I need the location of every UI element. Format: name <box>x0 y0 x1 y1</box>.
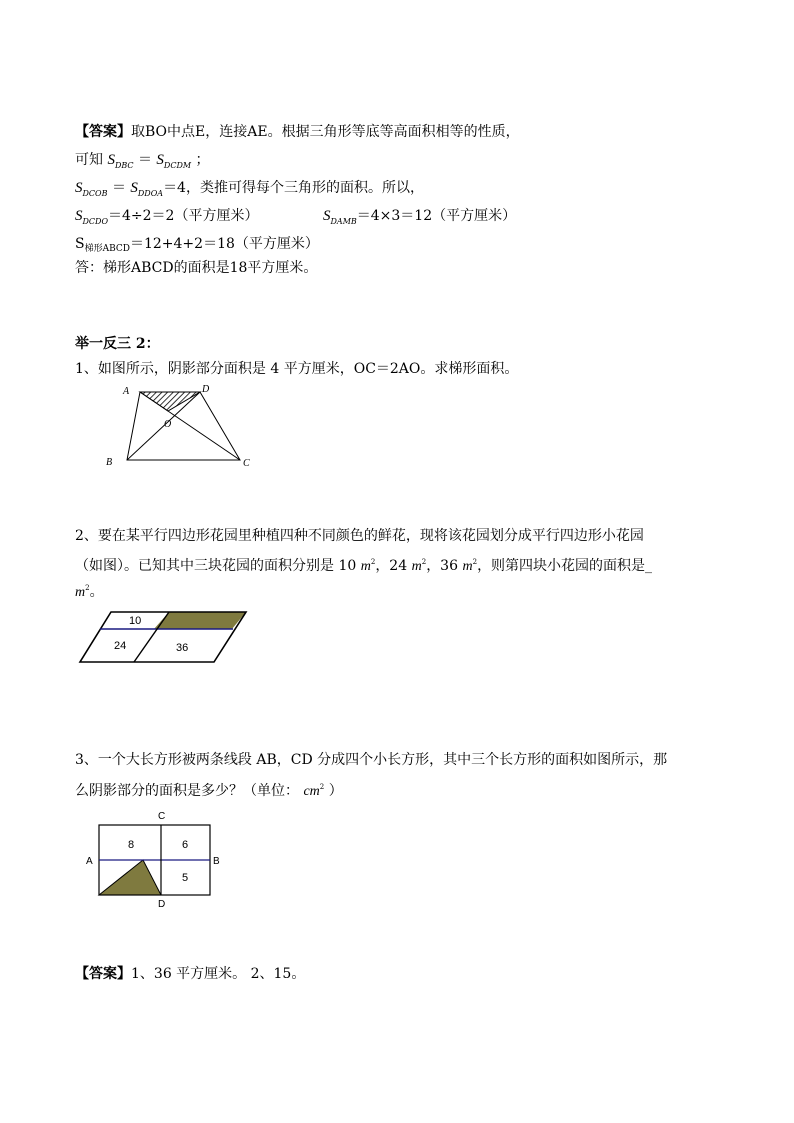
label-d: D <box>158 899 166 910</box>
diagonal-ac <box>140 392 240 460</box>
unit-symbol: cm <box>303 784 320 799</box>
rectangle-figure <box>82 806 232 912</box>
label-b: B <box>106 457 113 468</box>
answer1-line4 <box>75 206 258 232</box>
line5-text: ＝12+4+2＝18（平方厘米） <box>129 236 319 252</box>
text: 。 <box>89 584 104 600</box>
label-d: D <box>202 384 210 395</box>
trapezoid-figure <box>100 380 265 472</box>
superscript: 2 <box>85 584 90 592</box>
text: （如图）。已知其中三块花园的面积分别是 10 <box>75 558 357 574</box>
text: ，则第四块小花园的面积是_ <box>477 558 653 574</box>
text: ） <box>328 783 343 799</box>
value-8: 8 <box>128 839 135 851</box>
shaded-triangle <box>99 860 161 895</box>
label-c: C <box>243 458 250 469</box>
problem1-text: 1、如图所示，阴影部分面积是 4 平方厘米，OC＝2AO。求梯形面积。 <box>75 361 519 377</box>
area-symbol: S <box>75 208 83 224</box>
text: ，36 <box>426 558 459 574</box>
label-c: C <box>158 811 166 822</box>
subscript: 梯形ABCD <box>84 244 130 254</box>
subscript: DCDM <box>163 161 192 170</box>
area-symbol: S <box>130 180 138 196</box>
answer1-line6: 答：梯形ABCD的面积是18平方厘米。 <box>75 260 318 276</box>
answer1-line5 <box>75 234 319 259</box>
area-symbol: S <box>75 236 85 252</box>
answer1-line3 <box>75 178 424 204</box>
answer-label: 【答案】 <box>75 966 131 982</box>
parallelogram-figure <box>78 608 250 666</box>
problem2-line2 <box>75 552 652 577</box>
answer2-line <box>75 964 305 984</box>
text: ，24 <box>375 558 408 574</box>
value-24: 24 <box>114 640 127 652</box>
prefix-text: 可知 <box>75 152 103 168</box>
area-symbol: S <box>156 152 164 168</box>
shaded-triangle <box>140 392 200 411</box>
area-symbol: S <box>323 208 331 224</box>
unit-symbol: m <box>411 559 422 574</box>
label-a: A <box>123 386 130 397</box>
answer1-line4b <box>323 206 516 232</box>
subscript: DAMB <box>330 217 357 226</box>
value-10: 10 <box>129 615 142 627</box>
label-b: B <box>213 856 220 867</box>
unit-symbol: m <box>360 559 371 574</box>
problem2-line1: 2、要在某平行四边形花园里种植四种不同颜色的鲜花，现将该花园划分成平行四边形小花园 <box>75 528 644 544</box>
answer-label: 【答案】 <box>75 124 131 140</box>
line3-text: ＝4，类推可得每个三角形的面积。所以， <box>163 180 424 196</box>
unit-symbol: m <box>462 559 473 574</box>
equals-sign: ＝ <box>111 180 126 196</box>
problem2-line3 <box>75 578 104 603</box>
label-o: O <box>164 419 172 430</box>
answer1-line2 <box>75 150 210 176</box>
text: 么阴影部分的面积是多少？（单位： <box>75 783 299 799</box>
problem3-line2 <box>75 777 343 802</box>
unit-symbol: m <box>75 585 86 600</box>
superscript: 2 <box>421 558 427 566</box>
line4-text1: ＝4÷2＝2（平方厘米） <box>108 208 259 224</box>
equals-sign: ＝ <box>137 152 152 168</box>
superscript: 2 <box>319 783 325 791</box>
superscript: 2 <box>370 558 376 566</box>
problem3-line1: 3、一个大长方形被两条线段 AB，CD 分成四个小长方形，其中三个长方形的面积如图所示，那 <box>75 752 668 768</box>
superscript: 2 <box>472 558 478 566</box>
value-36: 36 <box>176 642 189 654</box>
subscript: DDOA <box>137 189 164 198</box>
area-symbol: S <box>75 180 83 196</box>
value-5: 5 <box>182 872 189 884</box>
answer1-text1: 取BO中点E，连接AE。根据三角形等底等高面积相等的性质， <box>131 124 520 140</box>
area-symbol: S <box>107 152 115 168</box>
answer2-text: 1、36 平方厘米。 2、15。 <box>131 966 306 982</box>
suffix-text: ； <box>195 152 210 168</box>
subscript: DBC <box>114 161 134 170</box>
section-title: 举一反三 2： <box>75 336 160 352</box>
subscript: DCOB <box>82 189 108 198</box>
subscript: DCDO <box>82 217 109 226</box>
value-6: 6 <box>182 839 189 851</box>
label-a: A <box>86 856 93 867</box>
answer1-line1 <box>75 122 520 142</box>
line4-text2: ＝4×3＝12（平方厘米） <box>356 208 517 224</box>
